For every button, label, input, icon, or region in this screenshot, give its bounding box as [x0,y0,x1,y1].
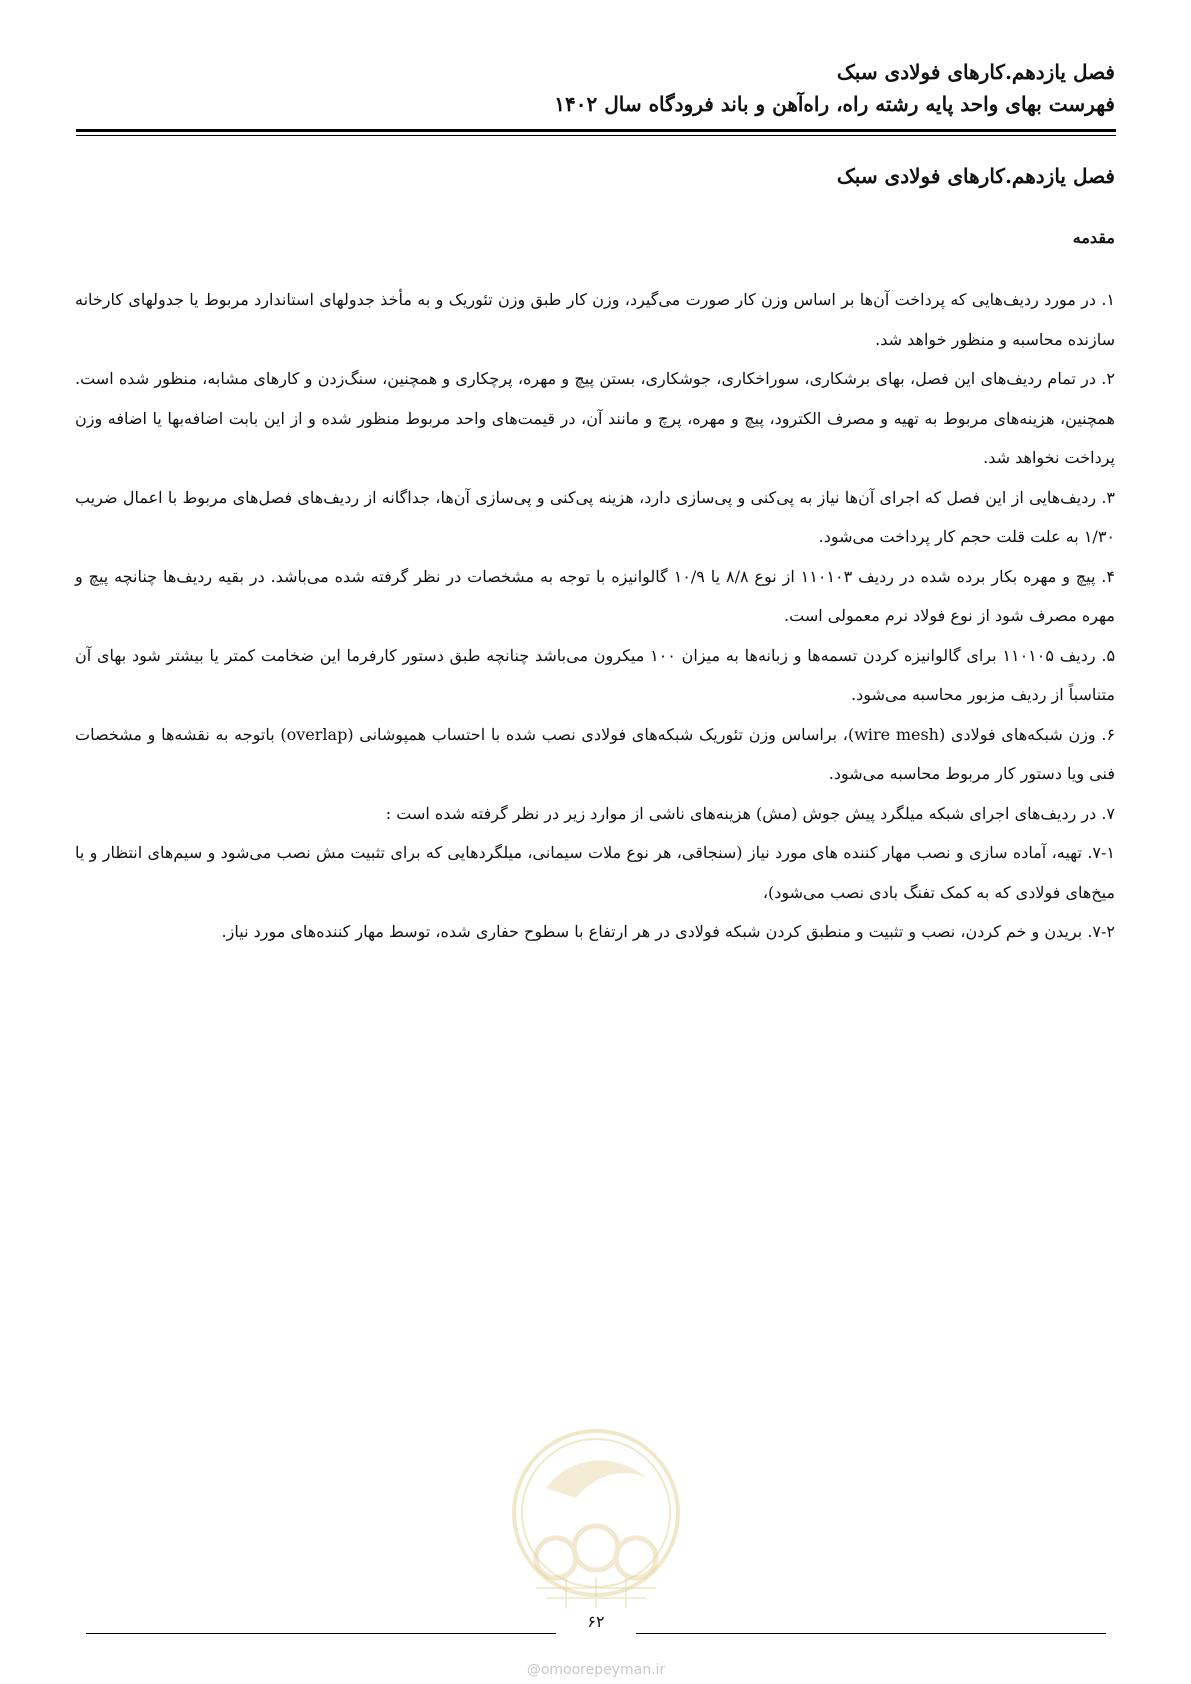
paragraph-5: ۵. ردیف ۱۱۰۱۰۵ برای گالوانیزه کردن تسمه‌ها و زبانه‌ها به میزان ۱۰۰ میکرون می‌باشد چنانچه طبق دستور کارفرما این ضخامت کمتر یا بیشتر شود بهای آن متناسباً از ردیف مزبور محاسبه می‌شود. [75,645,1116,704]
paragraph-1: ۱. در مورد ردیف‌هایی که پرداخت آن‌ها بر اساس وزن کار صورت می‌گیرد، وزن کار طبق وزن تئوریک و به مأخذ جدولهای استاندارد مربوط یا جدولهای کارخانه سازنده محاسبه و منظور خواهد شد. [75,290,1115,349]
header-rule-thin [76,135,1116,136]
paragraph-2: ۲. در تمام ردیف‌های این فصل، بهای برشکاری، سوراخکاری، جوشکاری، بستن پیچ و مهره، پرچکاری و همچنین، سنگ‌زدن و کارهای مشابه، منظور شده است. همچنین، هزینه‌های مربوط به تهیه و مصرف الکترود، پیچ و مهره، پرچ و مانند آن، در قیمت‌های واحد مربوط منظور شده و از این بابت اضافه‌بها یا اضافه وزن پرداخت نخواهد شد. [75,369,1115,467]
intro-heading: مقدمه [1072,228,1115,247]
paragraph-7-1: ۷-۱. تهیه، آماده سازی و نصب مهار کننده های مورد نیاز (سنجاقی، هر نوع ملات سیمانی، میلگردهایی که برای تثبیت مش نصب می‌شود و سیم‌های انتظار و یا میخ‌های فولادی که به کمک تفنگ بادی نصب می‌شود)، [75,843,1116,902]
paragraph-3: ۳. ردیف‌هایی از این فصل که اجرای آن‌ها نیاز به پی‌کنی و پی‌سازی دارد، هزینه پی‌کنی و پی‌سازی آن‌ها، جداگانه از ردیف‌های فصل‌های مربوط با اعمال ضریب ۱/۳۰ به علت قلت حجم کار پرداخت می‌شود. [75,487,1116,546]
section-title: فصل یازدهم.کارهای فولادی سبک [836,164,1115,188]
header-rule-thick [76,129,1116,132]
paragraph-6: ۶. وزن شبکه‌های فولادی (wire mesh)، براساس وزن تئوریک شبکه‌های فولادی نصب شده با احتساب همپوشانی (overlap) باتوجه به نقشه‌ها و مشخصات فنی ویا دستور کار مربوط محاسبه می‌شود. [75,724,1116,783]
header-document-title: فهرست بهای واحد پایه رشته راه، راه‌آهن و باند فرودگاه سال ۱۴۰۲ [554,92,1115,116]
body-content [75,280,1115,952]
header-chapter-title: فصل یازدهم.کارهای فولادی سبک [836,60,1115,84]
paragraph-4: ۴. پیچ و مهره بکار برده شده در ردیف ۱۱۰۱۰۳ از نوع ۸/۸ یا ۱۰/۹ گالوانیزه با توجه به مشخصات در نظر گرفته شده می‌باشد. در بقیه ردیف‌ها چنانچه پیچ و مهره مصرف شود از نوع فولاد نرم معمولی است. [75,566,1115,625]
footer-rule-right [636,1633,1106,1634]
paragraph-7: ۷. در ردیف‌های اجرای شبکه میلگرد پیش جوش (مش) هزینه‌های ناشی از موارد زیر در نظر گرفته شده است : [385,803,1115,823]
watermark-logo [506,1418,686,1618]
page-header [75,56,1115,120]
watermark-site: @omoorepeyman.ir [526,1662,666,1678]
page-number: ۶۲ [587,1612,605,1631]
paragraph-7-2: ۷-۲. بریدن و خم کردن، نصب و تثبیت و منطبق کردن شبکه فولادی در هر ارتفاع با سطوح حفاری شده، توسط مهار کننده‌های مورد نیاز. [221,922,1115,941]
footer-rule-left [86,1633,556,1634]
